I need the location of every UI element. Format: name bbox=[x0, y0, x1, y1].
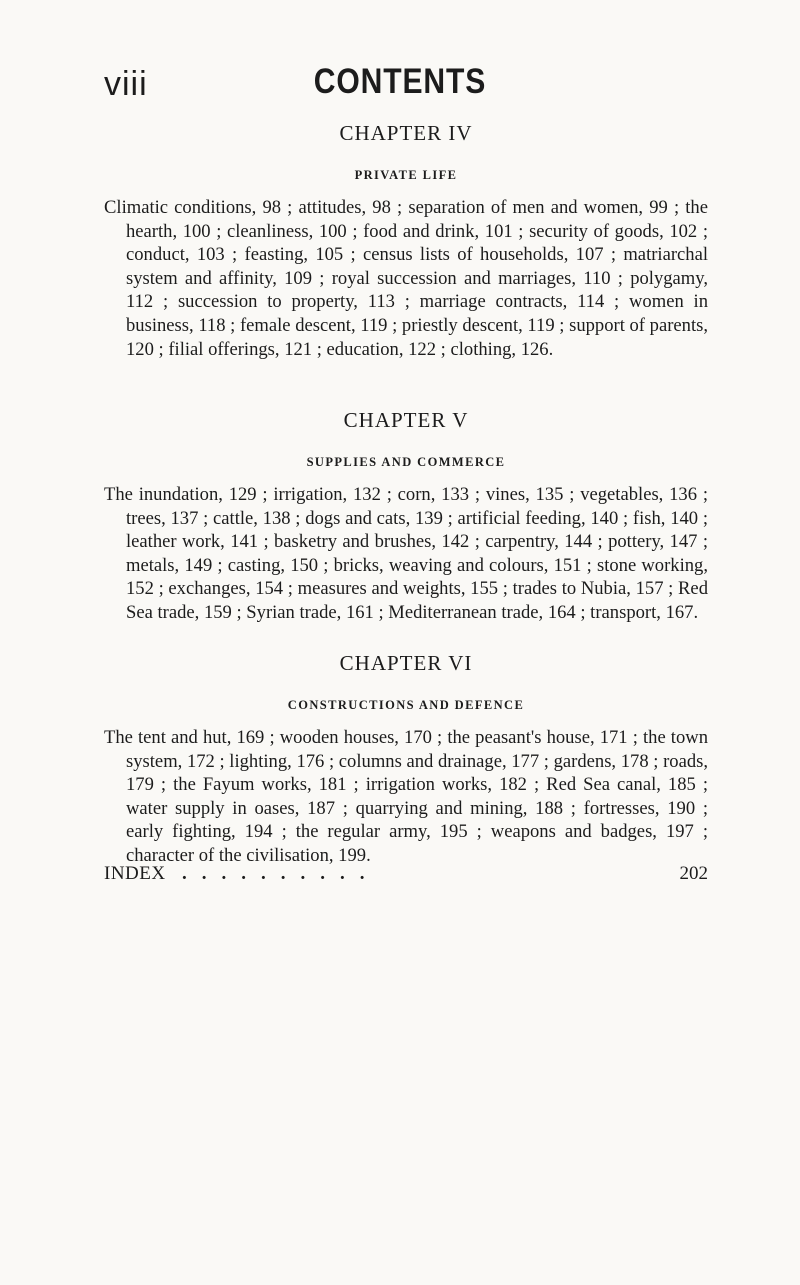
chapter-iv-section bbox=[104, 120, 708, 361]
dot-leader: .......... bbox=[182, 863, 380, 884]
chapter-subtitle: SUPPLIES AND COMMERCE bbox=[306, 455, 506, 469]
running-head: CONTENTS bbox=[313, 62, 487, 101]
page-number: viii bbox=[104, 65, 148, 103]
chapter-title: CHAPTER VI bbox=[339, 651, 473, 675]
chapter-title: CHAPTER V bbox=[343, 408, 469, 432]
chapter-summary: The tent and hut, 169 ; wooden houses, 170 ; the peasant's house, 171 ; the town system, 172 ; lighting, 176 ; columns and drainage, 177 ; gardens, 178 ; roads, 179 ; the Fayum works, 181 ; irrigation works, 182 ; Red Sea canal, 185 ; water supply in oases, 187 ; quarrying and mining, 188 ; fortresses, 190 ; early fighting, 194 ; the regular army, 195 ; weapons and badges, 197 ; character of the civilisation, 199. bbox=[104, 727, 709, 866]
chapter-title: CHAPTER IV bbox=[339, 121, 473, 145]
chapter-v-section bbox=[104, 407, 708, 625]
chapter-vi-section bbox=[104, 650, 708, 868]
index-label: INDEX bbox=[104, 863, 166, 884]
chapter-subtitle: PRIVATE LIFE bbox=[354, 168, 458, 182]
chapter-summary: Climatic conditions, 98 ; attitudes, 98 ; separation of men and women, 99 ; the hearth, 100 ; cleanliness, 100 ; food and drink, 101 ; security of goods, 102 ; conduct, 103 ; feasting, 105 ; census lists of households, 107 ; matriarchal system and affinity, 109 ; royal succession and marriages, 110 ; polygamy, 112 ; succession to property, 113 ; marriage contracts, 114 ; women in business, 118 ; female descent, 119 ; priestly descent, 119 ; support of parents, 120 ; filial offerings, 121 ; education, 122 ; clothing, 126. bbox=[104, 197, 708, 360]
chapter-summary: The inundation, 129 ; irrigation, 132 ; corn, 133 ; vines, 135 ; vegetables, 136 ; trees, 137 ; cattle, 138 ; dogs and cats, 139 ; artificial feeding, 140 ; fish, 140 ; leather work, 141 ; basketry and brushes, 142 ; carpentry, 144 ; pottery, 147 ; metals, 149 ; casting, 150 ; bricks, weaving and colours, 151 ; stone working, 152 ; exchanges, 154 ; measures and weights, 155 ; trades to Nubia, 157 ; Red Sea trade, 159 ; Syrian trade, 161 ; Mediterranean trade, 164 ; transport, 167. bbox=[104, 484, 708, 623]
chapter-subtitle: CONSTRUCTIONS AND DEFENCE bbox=[287, 698, 525, 712]
index-page-number: 202 bbox=[679, 863, 708, 884]
page-header bbox=[0, 62, 800, 112]
